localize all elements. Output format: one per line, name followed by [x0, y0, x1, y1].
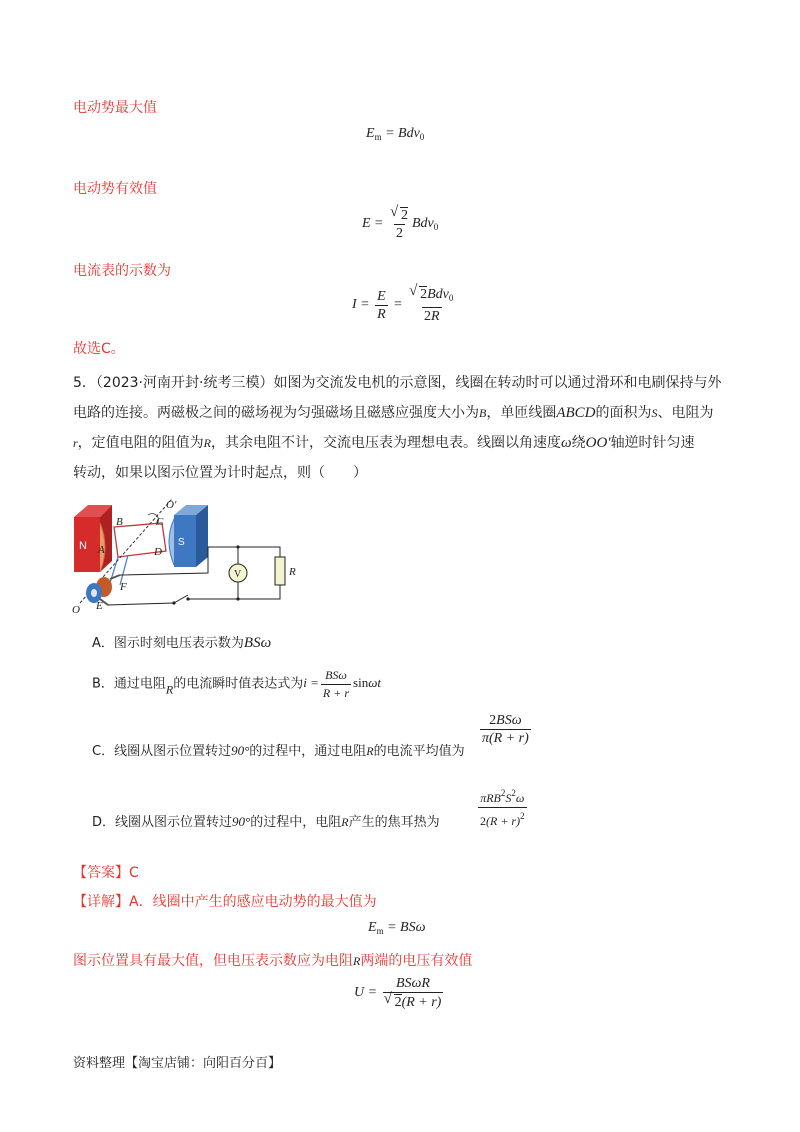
- formula-u: U = BSωR √ 2(R + r): [354, 976, 445, 1010]
- answer: 【答案】C: [73, 865, 139, 881]
- label-o-prime: O′: [166, 499, 177, 511]
- label-c: C: [156, 516, 164, 528]
- option-b[interactable]: B．通过电阻R的电流瞬时值表达式为i = $\frac{\text{BSω}}{R + r}$ sinωt: [92, 668, 381, 700]
- footer-source: 资料整理【淘宝店铺：向阳百分百】: [73, 1056, 282, 1071]
- section-label-rms-emf: 电动势有效值: [73, 181, 157, 197]
- resistor: [275, 557, 285, 585]
- explain-head: 【详解】A．线圈中产生的感应电动势的最大值为: [73, 894, 377, 910]
- explain-line2: 图示位置具有最大值，但电压表示数应为电阻R两端的电压有效值: [73, 953, 473, 969]
- n-label: N: [79, 540, 87, 552]
- label-b: B: [116, 516, 123, 528]
- label-e: E: [96, 600, 103, 612]
- n-magnet: [74, 517, 100, 572]
- option-c[interactable]: C．线圈从图示位置转过90°的过程中，通过电阻R的电流平均值为: [92, 743, 465, 759]
- s-label: S: [178, 537, 185, 548]
- switch: [174, 595, 188, 603]
- option-d[interactable]: D．线圈从图示位置转过90°的过程中，电阻R产生的焦耳热为: [92, 814, 440, 830]
- section-label-max-emf: 电动势最大值: [73, 100, 157, 116]
- option-c-formula: $\frac{\text{2BSω}}{\pi(R + r)}$: [482, 713, 529, 746]
- formula-rms-emf: E = √ $\frac{2}{2}$ Bdv$_0$: [362, 207, 438, 241]
- question-number: 5．: [73, 375, 96, 391]
- label-r: R: [289, 566, 296, 578]
- label-a: A: [98, 544, 105, 556]
- option-a[interactable]: A．图示时刻电压表示数为BSω: [92, 635, 272, 651]
- label-f: F: [120, 581, 127, 593]
- formula-current: I = $\frac{E}{R}$ = √ $\frac{2Bdv_0}{2R}$: [352, 286, 457, 324]
- option-d-formula: $\frac{\pi RB^2S^2\omega}{2(R + r)^2}$: [480, 788, 525, 828]
- voltmeter-label: V: [234, 569, 242, 580]
- section-label-ammeter: 电流表的示数为: [73, 263, 171, 279]
- generator-figure: [70, 495, 310, 615]
- formula-max-emf: $E_m = Bdv_0$: [366, 126, 425, 142]
- label-d: D: [154, 546, 162, 558]
- question-text: 5．（2023·河南开封·统考三模）如图为交流发电机的示意图，线圈在转动时可以通过滑环和电刷保持与外 电路的连接。两磁极之间的磁场视为匀强磁场且磁感应强度大小为B，单匝线圈ABCD的面积为S、电阻为 r，定值电阻的阻值为R，其余电阻不计，交流电压表为理想电表。线圈以角速度ω绕OO′轴逆时针匀速 转动，如果以图示位置为计时起点，则（ ）: [73, 375, 722, 481]
- choose-answer: 故选C。: [73, 341, 125, 357]
- formula-em-bsw: $E_m = BS\omega$: [368, 920, 426, 936]
- label-o: O: [72, 604, 80, 615]
